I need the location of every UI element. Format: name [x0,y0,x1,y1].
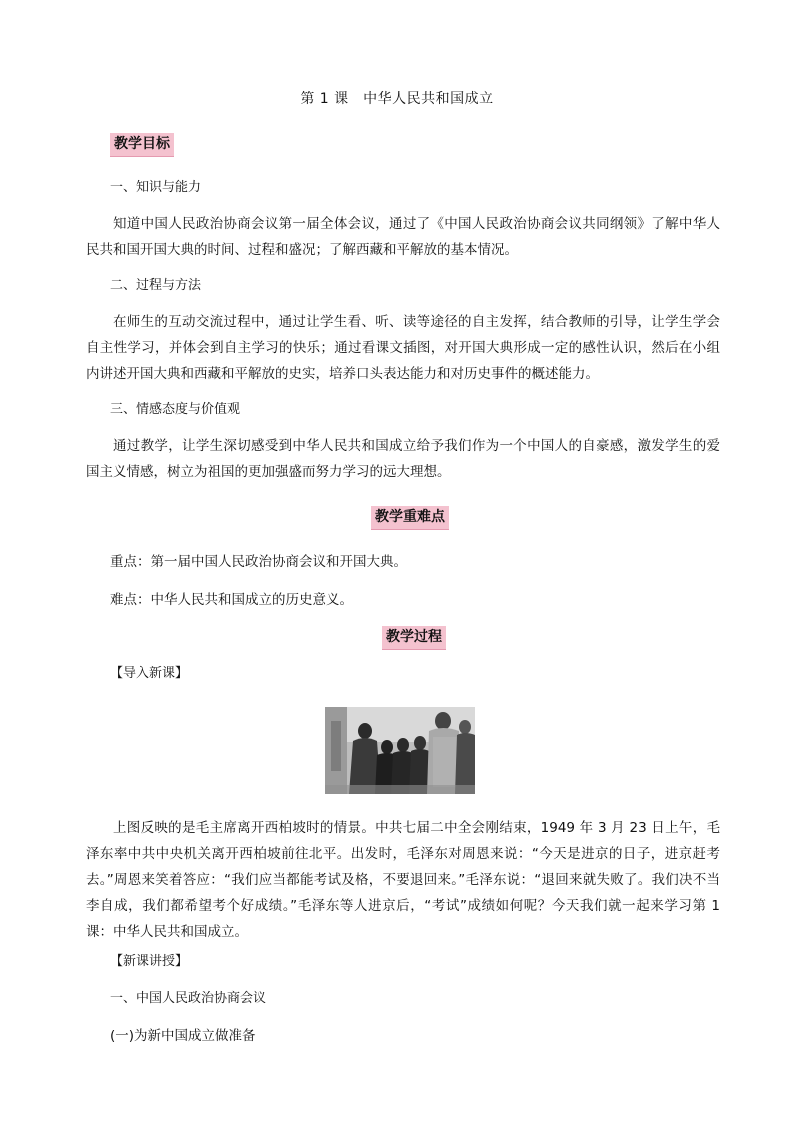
key-difficult-points-tag: 教学重难点 [371,506,449,530]
lesson-title: 第 1 课 中华人民共和国成立 [300,91,494,107]
objectives-tag: 教学目标 [110,133,174,157]
objective-1-text: 知道中国人民政治协商会议第一届全体会议，通过了《中国人民政治协商会议共同纲领》了解中华人民共和国开国大典的时间、过程和盛况；了解西藏和平解放的基本情况。 [86,216,720,258]
intro-heading: 【导入新课】 [110,666,189,681]
objective-3-heading: 三、情感态度与价值观 [110,402,241,417]
objective-2-text: 在师生的互动交流过程中，通过让学生看、听、读等途径的自主发挥，结合教师的引导，让学生学会自主性学习，并体会到自主学习的快乐；通过看课文插图，对开国大典形成一定的感性认识，然后在小组内讲述开国大典和西藏和平解放的史实，培养口头表达能力和对历史事件的概述能力。 [86,314,720,382]
new-lesson-heading: 【新课讲授】 [110,954,189,969]
objective-2-heading: 二、过程与方法 [110,278,202,293]
difficult-point: 难点：中华人民共和国成立的历史意义。 [110,592,353,608]
teaching-process-tag: 教学过程 [382,626,446,650]
intro-text: 上图反映的是毛主席离开西柏坡时的情景。中共七届二中全会刚结束，1949 年 3 月 23 日上午，毛泽东率中共中央机关离开西柏坡前往北平。出发时，毛泽东对周恩来说：“今天是进京的日子，进京赶考去。”周恩来笑着答应：“我们应当都能考试及格，不要退回来。”毛泽东说：“退回来就失败了。我们决不当李自成，我们都希望考个好成绩。”毛泽东等人进京后，“考试”成绩如何呢？今天我们就一起来学习第 1 课：中华人民共和国成立。 [86,820,720,940]
part-1-heading: 一、中国人民政治协商会议 [110,991,267,1006]
historical-photo [325,707,475,794]
objective-3-text: 通过教学，让学生深切感受到中华人民共和国成立给予我们作为一个中国人的自豪感，激发学生的爱国主义情感，树立为祖国的更加强盛而努力学习的远大理想。 [86,438,720,480]
objective-1-heading: 一、知识与能力 [110,180,202,195]
key-point: 重点：第一届中国人民政治协商会议和开国大典。 [110,554,407,570]
part-1-subheading: (一)为新中国成立做准备 [110,1028,256,1044]
